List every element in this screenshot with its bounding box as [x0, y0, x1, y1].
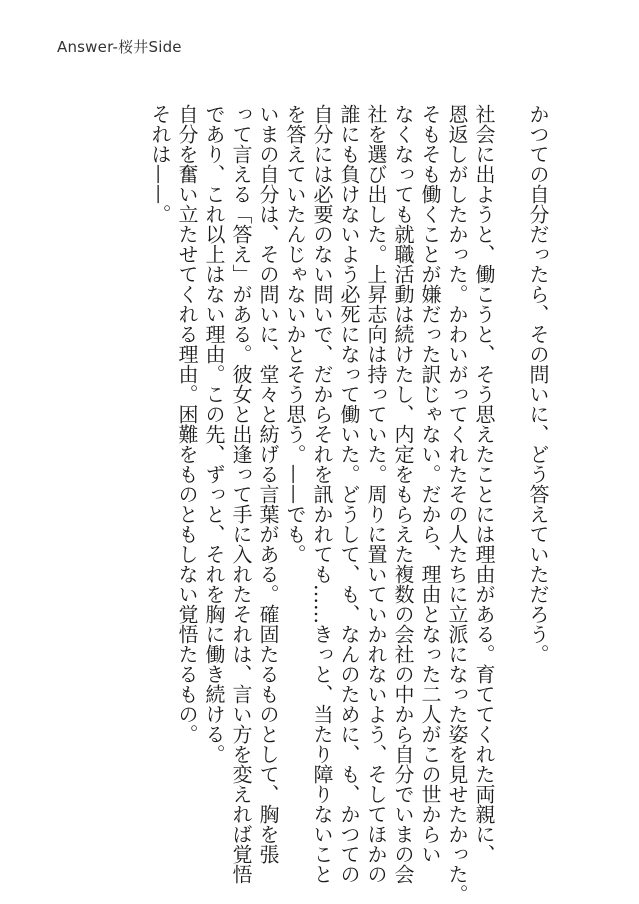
text-line: いまの自分は、その問いに、堂々と紡げる言葉がある。確固たるものとして、胸を張 — [256, 104, 280, 864]
text-line: であり、これ以上はない理由。この先、ずっと、それを胸に働き続ける。 — [202, 104, 226, 764]
text-line: それは——。 — [148, 104, 172, 224]
text-line: 自分には必要のない問いで、だからそれを訊かれても……きっと、当たり障りないこと — [310, 104, 334, 884]
text-line: 自分を奮い立たせてくれる理由。困難をものともしない覚悟たるもの。 — [175, 104, 199, 744]
section-header: Answer-桜井Side — [57, 38, 182, 56]
text-line: そもそも働くことが嫌だった訳じゃない。だから、理由となった二人がこの世からい — [418, 104, 442, 864]
vertical-text-body — [146, 104, 551, 904]
text-line: って言える「答え」がある。彼女と出逢って手に入れたそれは、言い方を変えれば覚悟 — [229, 104, 253, 884]
text-line: 社を選び出した。上昇志向は持っていた。周りに置いていかれないよう、そしてほかの — [364, 104, 388, 884]
blank-line — [497, 104, 524, 874]
text-line: 誰にも負けないよう必死になって働いた。どうして、も、なんのために、も、かつての — [337, 104, 361, 884]
text-line: なくなっても就職活動は続けたし、内定をもらえた複数の会社の中から自分でいまの会 — [391, 104, 415, 884]
text-line: かつての自分だったら、その問いに、どう答えていただろう。 — [526, 104, 550, 664]
text-line: を答えていたんじゃないかとそう思う。——でも。 — [283, 104, 307, 564]
text-line: 恩返しがしたかった。かわいがってくれたその人たちに立派になった姿を見せたかった。 — [445, 104, 469, 904]
text-line: 社会に出ようと、働こうと、そう思えたことには理由がある。育ててくれた両親に、 — [472, 104, 496, 864]
